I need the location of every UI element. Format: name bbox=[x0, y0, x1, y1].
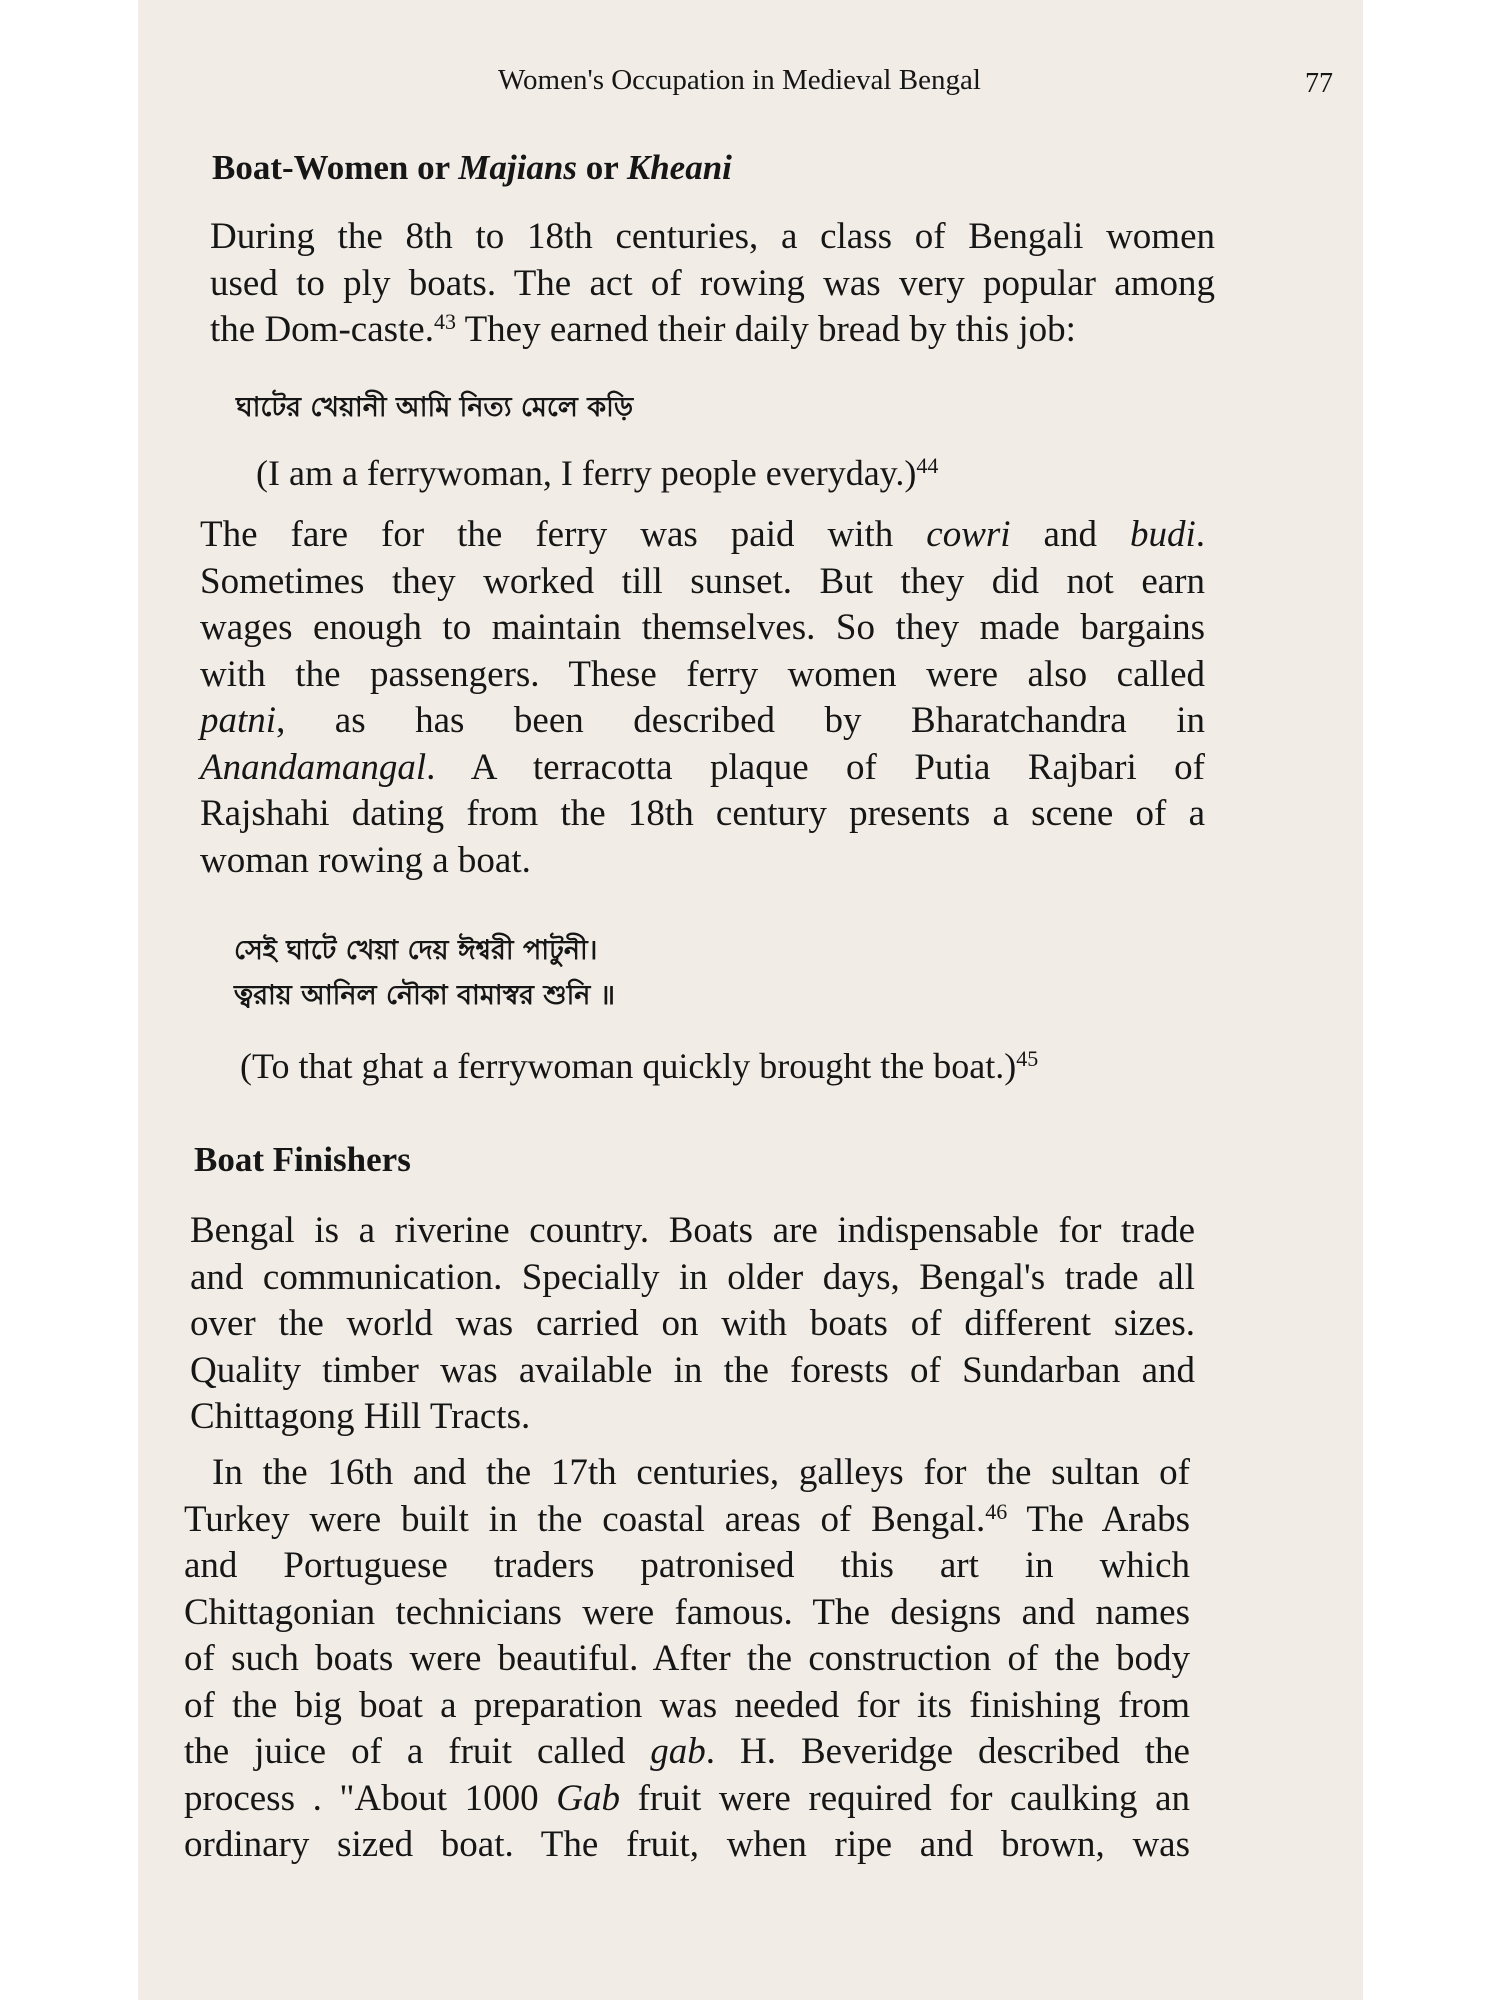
text-line: Chittagong Hill Tracts. bbox=[190, 1396, 531, 1437]
verse-translation: (I am a ferrywoman, I ferry people everyday.)$^{44}$ bbox=[256, 453, 939, 493]
bengali-verse-line: সেই ঘাটে খেয়া দেয় ঈশ্বরী পাটুনী। bbox=[234, 935, 598, 966]
text-line: Sometimes they worked till sunset. But they did not earn bbox=[200, 560, 1205, 602]
footnote-ref-46: 46 bbox=[985, 1498, 1008, 1524]
text-line: Bengal is a riverine country. Boats are indispensable for trade bbox=[190, 1210, 1195, 1251]
section-heading-boat-finishers: Boat Finishers bbox=[194, 1140, 411, 1179]
text-line: and Portuguese traders patronised this art in which bbox=[184, 1545, 1190, 1586]
text-line: Rajshahi dating from the 18th century presents a scene of a bbox=[200, 793, 1205, 834]
text-line: Turkey were built in the coastal areas of Bengal.$^{46}$ The Arabs bbox=[184, 1498, 1190, 1540]
text-line: patni, as has been described by Bharatchandra in bbox=[200, 700, 1205, 741]
footnote-ref-44: 44 bbox=[916, 453, 939, 478]
bengali-verse-line: ত্বরায় আনিল নৌকা বামাস্বর শুনি ॥ bbox=[234, 980, 616, 1011]
text-line: and communication. Specially in older days, Bengal's trade all bbox=[190, 1256, 1195, 1298]
running-head bbox=[138, 64, 1363, 104]
text-line: the Dom-caste.$^{43}$ They earned their daily bread by this job: bbox=[210, 309, 1076, 350]
paragraph bbox=[190, 1208, 1195, 1441]
page-number: 77 bbox=[1305, 68, 1333, 99]
text-line: process . "About 1000 Gab fruit were required for caulking an bbox=[184, 1777, 1190, 1819]
heading-text: or bbox=[576, 148, 627, 187]
text-line: over the world was carried on with boats of different sizes. bbox=[190, 1303, 1195, 1344]
paragraph bbox=[184, 1450, 1190, 1869]
text-line: ordinary sized boat. The fruit, when ripe and brown, was bbox=[184, 1824, 1190, 1865]
text-line: the juice of a fruit called gab. H. Beveridge described the bbox=[184, 1731, 1190, 1772]
heading-text: Boat-Women or bbox=[212, 148, 459, 187]
running-title: Women's Occupation in Medieval Bengal bbox=[498, 64, 981, 96]
text-line: woman rowing a boat. bbox=[200, 839, 531, 881]
text-line: Chittagonian technicians were famous. The designs and names bbox=[184, 1591, 1190, 1633]
bengali-verse: ঘাটের খেয়ানী আমি নিত্য মেলে কড়ি bbox=[236, 392, 634, 423]
text-line: During the 8th to 18th centuries, a class of Bengali women bbox=[210, 216, 1215, 257]
paragraph bbox=[210, 214, 1215, 354]
heading-term-majians: Majians bbox=[458, 148, 577, 187]
text-line: Anandamangal. A terracotta plaque of Putia Rajbari of bbox=[200, 746, 1205, 788]
footnote-ref-43: 43 bbox=[433, 309, 456, 334]
text-line: used to ply boats. The act of rowing was very popular among bbox=[210, 262, 1215, 304]
text-line: of such boats were beautiful. After the construction of the body bbox=[184, 1638, 1190, 1679]
book-page bbox=[138, 0, 1363, 2000]
text-line: In the 16th and the 17th centuries, galleys for the sultan of bbox=[212, 1452, 1190, 1493]
paragraph bbox=[200, 512, 1205, 884]
text-line: The fare for the ferry was paid with cowri and budi. bbox=[200, 514, 1205, 555]
text-line: wages enough to maintain themselves. So they made bargains bbox=[200, 607, 1205, 648]
text-line: with the passengers. These ferry women were also called bbox=[200, 653, 1205, 695]
section-heading-boat-women bbox=[212, 148, 732, 188]
footnote-ref-45: 45 bbox=[1016, 1046, 1039, 1071]
text-line: Quality timber was available in the forests of Sundarban and bbox=[190, 1349, 1195, 1391]
text-line: of the big boat a preparation was needed for its finishing from bbox=[184, 1684, 1190, 1726]
verse-translation: (To that ghat a ferrywoman quickly brought the boat.)$^{45}$ bbox=[240, 1046, 1039, 1086]
heading-term-kheani: Kheani bbox=[626, 148, 732, 187]
